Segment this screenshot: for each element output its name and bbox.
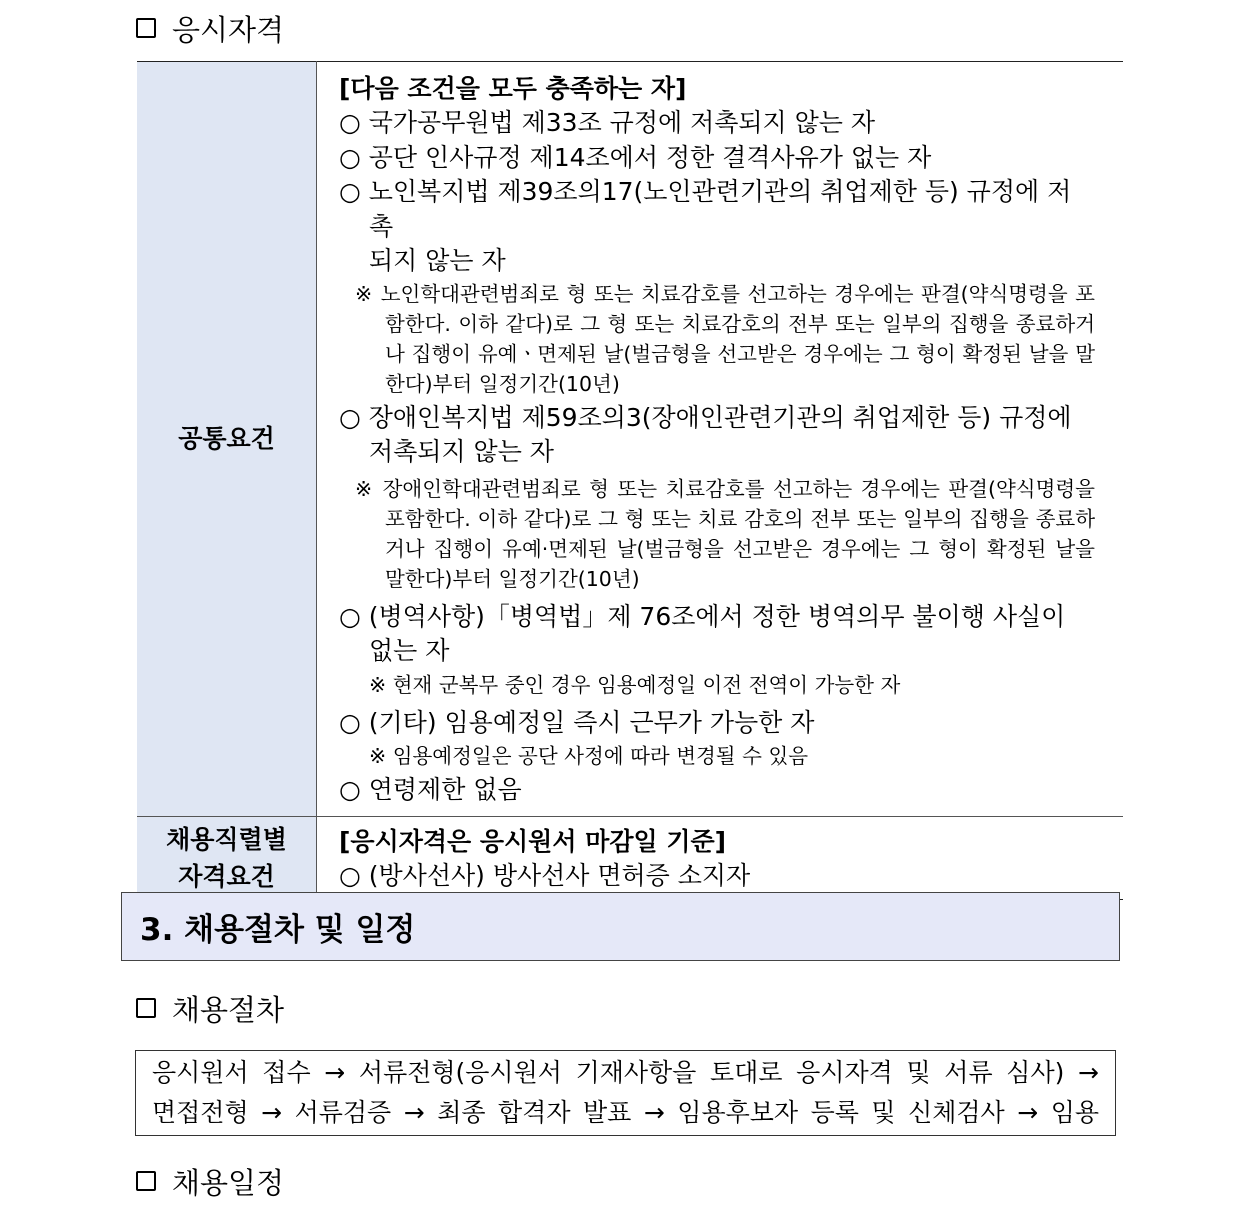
common-item-7: ○ 연령제한 없음 (339, 775, 522, 804)
common-note-1: ※ 노인학대관련범죄로 형 또는 치료감호를 선고하는 경우에는 판결(약식명령을 포함한다. 이하 같다)로 그 형 또는 치료감호의 전부 또는 일부의 집행을 종료하거나 집행이 유예ㆍ면제된 날(벌금형을 선고받은 경우에는 그 형이 확정된 날을 말한다)부터 일정기간(10년) (355, 281, 1095, 396)
schedule-heading (136, 1161, 284, 1201)
common-label-text: 공통요건 (178, 424, 275, 454)
common-item-5: ○ (병역사항)「병역법」제 76조에서 정한 병역의무 불이행 사실이 없는 자 (339, 601, 1066, 665)
position-label-line1: 채용직렬별 (166, 824, 287, 854)
common-requirements-row (137, 62, 1123, 817)
square-bullet-icon (136, 1171, 156, 1191)
position-label-line2: 자격요건 (178, 861, 275, 891)
position-item-1: ○ (방사선사) 방사선사 면허증 소지자 (339, 860, 751, 890)
common-item-4-line2: 저촉되지 않는 자 (369, 437, 554, 466)
common-item-3 (339, 175, 1095, 279)
square-bullet-icon (136, 18, 156, 38)
common-requirements-label (137, 62, 317, 817)
procedure-heading (136, 988, 284, 1028)
square-bullet-icon (136, 998, 156, 1018)
common-item-1: ○ 국가공무원법 제33조 규정에 저촉되지 않는 자 (339, 108, 876, 137)
qualification-heading (136, 8, 284, 48)
qualification-heading-text: 응시자격 (172, 12, 285, 47)
position-requirements-row (137, 816, 1123, 900)
common-header: [다음 조건을 모두 충족하는 자] (339, 74, 687, 103)
qualification-table (137, 61, 1123, 900)
common-note-2: ※ 장애인학대관련범죄로 형 또는 치료감호를 선고하는 경우에는 판결(약식명령을 포함한다. 이하 같다)로 그 형 또는 치료 감호의 전부 또는 일부의 집행을 종료하거나 집행이 유예·면제된 날(벌금형을 선고받은 경우에는 그 형이 확정된 날을 말한다)부터 일정기간(10년) (355, 476, 1095, 591)
position-requirements-label (137, 816, 317, 900)
section-title: 3. 채용절차 및 일정 (140, 912, 416, 948)
common-item-3-line2: 되지 않는 자 (369, 246, 506, 275)
common-item-5-note: ※ 현재 군복무 중인 경우 임용예정일 이전 전역이 가능한 자 (369, 672, 901, 697)
schedule-heading-text: 채용일정 (172, 1165, 285, 1200)
common-requirements-content (317, 62, 1124, 817)
position-header: [응시자격은 응시원서 마감일 기준] (339, 826, 727, 856)
common-item-2: ○ 공단 인사규정 제14조에서 정한 결격사유가 없는 자 (339, 142, 932, 172)
position-requirements-content (317, 816, 1124, 900)
section-title-bar (121, 892, 1120, 961)
common-item-6: ○ (기타) 임용예정일 즉시 근무가 가능한 자 (339, 707, 815, 737)
procedure-box (135, 1050, 1116, 1136)
procedure-line-2: 면접전형 → 서류검증 → 최종 합격자 발표 → 임용후보자 등록 및 신체검사 → 임용 (152, 1098, 1099, 1127)
common-item-4-line1: ○ 장애인복지법 제59조의3(장애인관련기관의 취업제한 등) 규정에 (339, 402, 1072, 432)
common-item-3-line1: ○ 노인복지법 제39조의17(노인관련기관의 취업제한 등) 규정에 저촉 (339, 177, 1072, 241)
common-item-6-note: ※ 임용예정일은 공단 사정에 따라 변경될 수 있음 (369, 744, 809, 768)
common-item-4 (339, 401, 1095, 470)
procedure-line-1: 응시원서 접수 → 서류전형(응시원서 기재사항을 토대로 응시자격 및 서류 심사) → (152, 1058, 1099, 1087)
procedure-heading-text: 채용절차 (172, 992, 285, 1027)
